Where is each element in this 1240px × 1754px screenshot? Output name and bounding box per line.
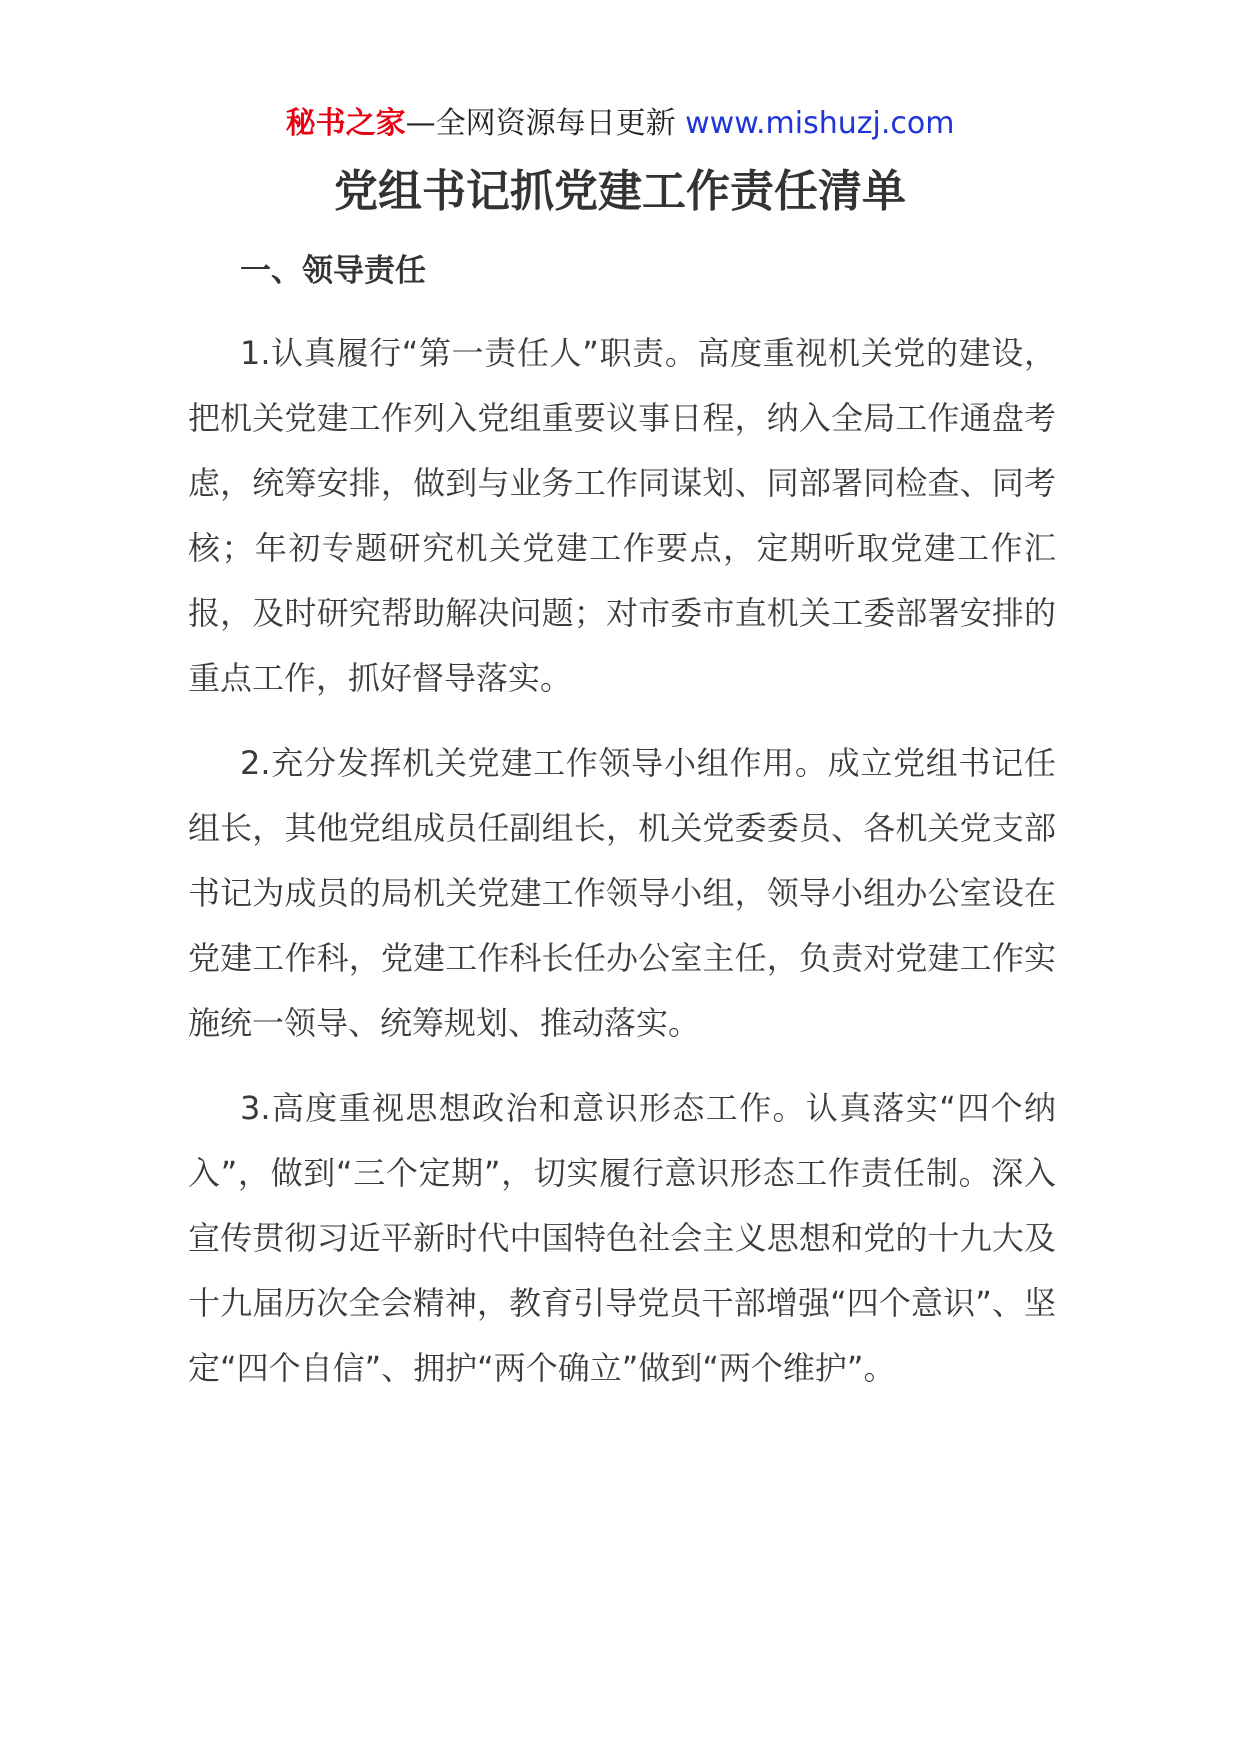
document-body (188, 246, 1056, 1421)
watermark-banner (0, 100, 1240, 148)
document-title: 党组书记抓党建工作责任清单 (334, 166, 906, 217)
paragraph-2: 2.充分发挥机关党建工作领导小组作用。成立党组书记任组长，其他党组成员任副组长，机关党委委员、各机关党支部书记为成员的局机关党建工作领导小组，领导小组办公室设在党建工作科，党建工作科长任办公室主任，负责对党建工作实施统一领导、统筹规划、推动落实。 (188, 744, 1056, 1042)
paragraph-1: 1.认真履行“第一责任人”职责。高度重视机关党的建设，把机关党建工作列入党组重要议事日程，纳入全局工作通盘考虑，统筹安排，做到与业务工作同谋划、同部署同检查、同考核；年初专题研究机关党建工作要点，定期听取党建工作汇报，及时研究帮助解决问题；对市委市直机关工委部署安排的重点工作，抓好督导落实。 (188, 334, 1056, 697)
section-heading: 一、领导责任 (240, 253, 426, 289)
site-url-link[interactable]: www.mishuzj.com (685, 106, 955, 141)
brand-tagline: —全网资源每日更新 (405, 106, 676, 141)
brand-name: 秘书之家 (285, 106, 406, 141)
paragraph-3: 3.高度重视思想政治和意识形态工作。认真落实“四个纳入”，做到“三个定期”，切实履行意识形态工作责任制。深入宣传贯彻习近平新时代中国特色社会主义思想和党的十九大及十九届历次全会精神，教育引导党员干部增强“四个意识”、坚定“四个自信”、拥护“两个确立”做到“两个维护”。 (188, 1089, 1056, 1387)
